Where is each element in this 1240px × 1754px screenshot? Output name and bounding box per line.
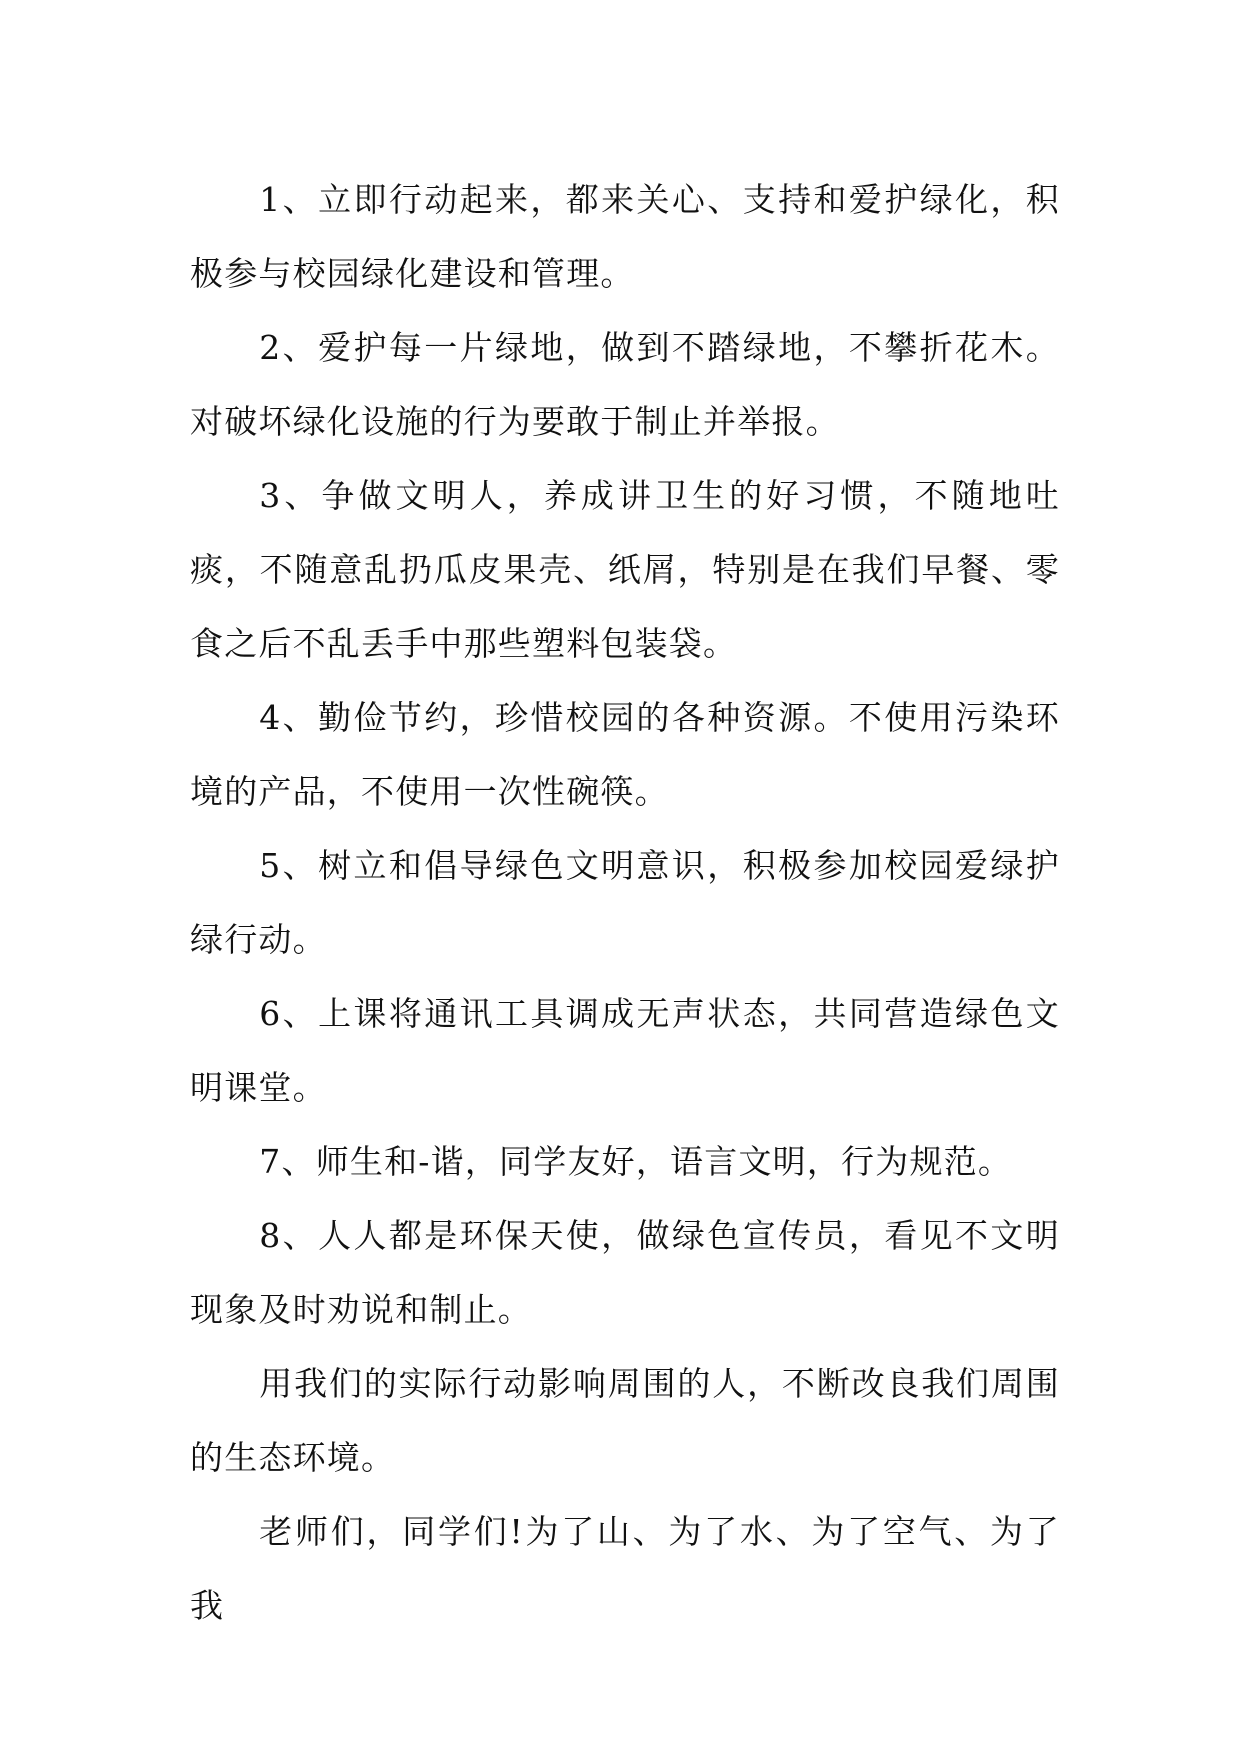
paragraph-item-1: 1、立即行动起来，都来关心、支持和爱护绿化，积极参与校园绿化建设和管理。 (190, 180, 1060, 293)
paragraph-item-7: 7、师生和-谐，同学友好，语言文明，行为规范。 (259, 1142, 1013, 1181)
appeal-paragraph: 老师们，同学们!为了山、为了水、为了空气、为了我 (190, 1512, 1060, 1625)
paragraph-item-4: 4、勤俭节约，珍惜校园的各种资源。不使用污染环境的产品，不使用一次性碗筷。 (190, 698, 1060, 811)
document-body (190, 163, 1060, 1643)
paragraph-item-3: 3、争做文明人，养成讲卫生的好习惯，不随地吐痰，不随意乱扔瓜皮果壳、纸屑，特别是在我们早餐、零食之后不乱丢手中那些塑料包装袋。 (190, 476, 1060, 663)
paragraph-item-8: 8、人人都是环保天使，做绿色宣传员，看见不文明现象及时劝说和制止。 (190, 1216, 1060, 1329)
paragraph-item-5: 5、树立和倡导绿色文明意识，积极参加校园爱绿护绿行动。 (190, 846, 1060, 959)
closing-paragraph: 用我们的实际行动影响周围的人，不断改良我们周围的生态环境。 (190, 1364, 1060, 1477)
paragraph-item-2: 2、爱护每一片绿地，做到不踏绿地，不攀折花木。对破坏绿化设施的行为要敢于制止并举报。 (190, 328, 1060, 441)
paragraph-item-6: 6、上课将通讯工具调成无声状态，共同营造绿色文明课堂。 (190, 994, 1060, 1107)
